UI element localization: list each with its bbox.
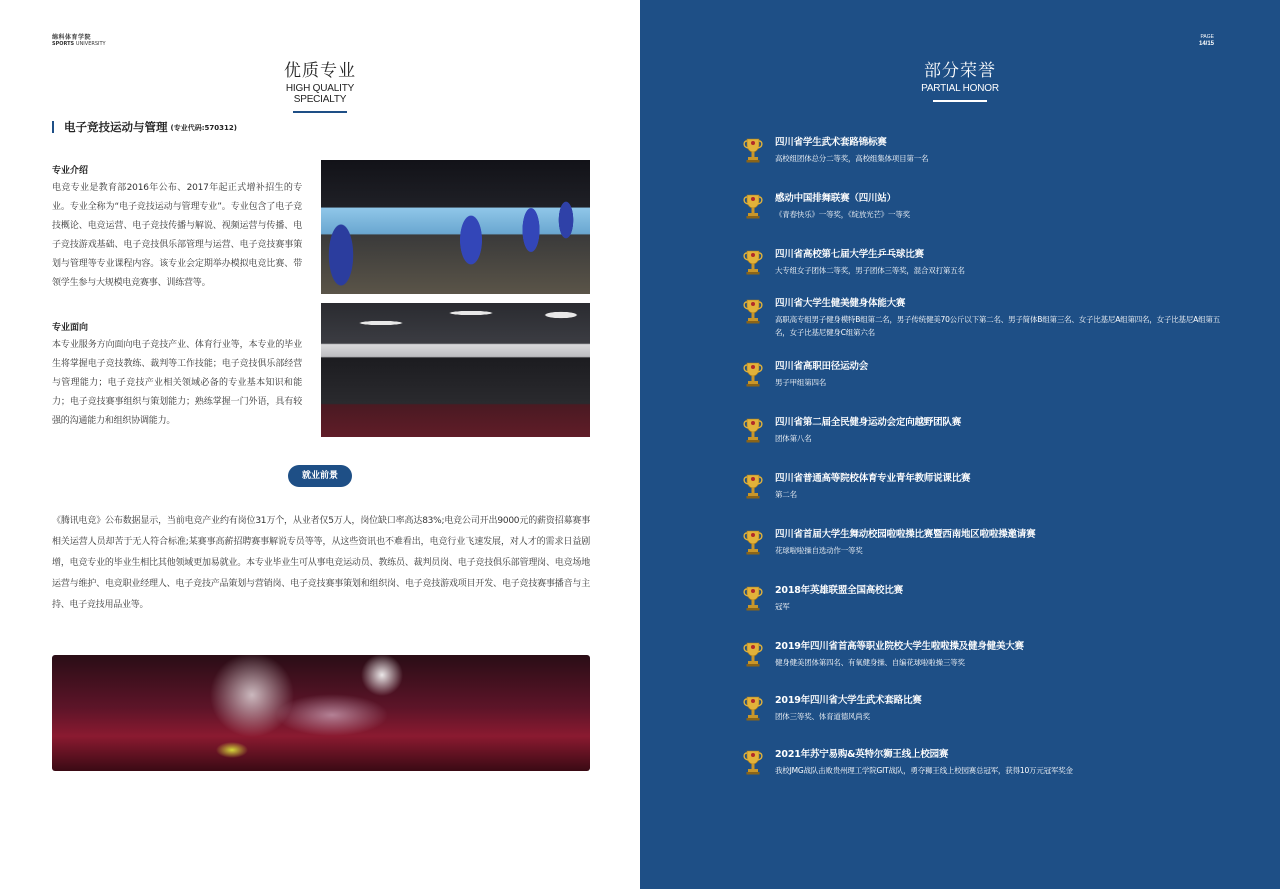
honor-item xyxy=(742,416,1222,445)
page-label: PAGE xyxy=(1200,34,1214,40)
school-logo xyxy=(52,35,106,47)
honor-text xyxy=(775,528,1222,557)
honor-text xyxy=(775,748,1222,777)
honor-title: 2019年四川省首高等职业院校大学生啦啦操及健身健美大赛 xyxy=(775,641,1024,652)
trophy-icon xyxy=(742,360,764,388)
title-underline xyxy=(933,100,987,102)
honor-desc: 我校JMG战队击败贵州理工学院GIT战队，勇夺狮王线上校园赛总冠军，获得10万元冠军奖金 xyxy=(775,766,1073,775)
page-number: 14/15 xyxy=(1198,40,1214,47)
honor-title: 2021年苏宁易购&英特尔狮王线上校园赛 xyxy=(775,749,949,760)
trophy-icon xyxy=(742,416,764,444)
honor-text xyxy=(775,192,1222,221)
honor-item xyxy=(742,528,1222,557)
honor-title: 四川省高职田径运动会 xyxy=(775,361,869,372)
honor-item xyxy=(742,748,1222,777)
section-title-cn: 部分荣誉 xyxy=(924,61,996,81)
trophy-icon xyxy=(742,694,764,722)
trophy-icon xyxy=(742,528,764,556)
trophy-icon xyxy=(742,640,764,668)
honor-desc: 《青春快乐》一等奖，《绽放光芒》一等奖 xyxy=(775,210,910,219)
heading-accent-bar xyxy=(52,121,54,133)
honor-desc: 大专组女子团体二等奖，男子团体三等奖，混合双打第五名 xyxy=(775,266,965,275)
honor-desc: 冠军 xyxy=(775,602,790,611)
honor-title: 感动中国排舞联赛（四川站） xyxy=(775,193,896,204)
stage-confetti-photo xyxy=(52,655,590,771)
honor-title: 四川省首届大学生舞动校园啦啦操比赛暨西南地区啦啦操邀请赛 xyxy=(775,529,1036,540)
major-name: 电子竞技运动与管理 xyxy=(64,120,168,134)
honor-text xyxy=(775,694,1222,723)
honor-item xyxy=(742,136,1222,165)
major-heading xyxy=(52,119,237,135)
honor-text xyxy=(775,136,1222,165)
honor-desc: 团体三等奖、体育道德风尚奖 xyxy=(775,712,870,721)
facing-heading: 专业面向 xyxy=(52,323,89,333)
honor-title: 2018年英雄联盟全国高校比赛 xyxy=(775,585,903,596)
honor-item xyxy=(742,694,1222,723)
honor-text xyxy=(775,297,1222,339)
honor-desc: 健身健美团体第四名、有氧健身操、自编花球啦啦操三等奖 xyxy=(775,658,965,667)
trophy-icon xyxy=(742,136,764,164)
trophy-icon xyxy=(742,248,764,276)
intro-heading: 专业介绍 xyxy=(52,166,89,176)
trophy-icon xyxy=(742,584,764,612)
honor-text xyxy=(775,640,1222,669)
honor-title: 四川省高校第七届大学生乒乓球比赛 xyxy=(775,249,924,260)
honor-item xyxy=(742,472,1222,501)
trophy-icon xyxy=(742,472,764,500)
honor-desc: 高职高专组男子健身模特B组第二名，男子传统健美70公斤以下第二名、男子简体B组第三名、女子比基尼A组第四名，女子比基尼A组第五名，女子比基尼健身C组第六名 xyxy=(775,315,1220,337)
trophy-icon xyxy=(742,748,764,776)
logo-en-light: UNIVERSITY xyxy=(75,41,106,47)
training-room-photo xyxy=(321,160,590,294)
section-title-en: HIGH QUALITY SPECIALTY xyxy=(285,83,355,105)
section-title-honor xyxy=(900,56,1020,102)
honor-item xyxy=(742,640,1222,669)
honor-desc: 团体第八名 xyxy=(775,434,812,443)
honor-desc: 第二名 xyxy=(775,490,797,499)
honor-title: 2019年四川省大学生武术套路比赛 xyxy=(775,695,922,706)
major-code: (专业代码:570312) xyxy=(170,124,237,132)
honor-title: 四川省第二届全民健身运动会定向越野团队赛 xyxy=(775,417,962,428)
arena-photo xyxy=(321,303,590,437)
job-prospects-button[interactable]: 就业前景 xyxy=(288,465,352,487)
honor-title: 四川省学生武术套路锦标赛 xyxy=(775,137,887,148)
logo-en-bold: SPORTS xyxy=(52,41,75,47)
honor-text xyxy=(775,584,1222,613)
honor-text xyxy=(775,472,1222,501)
honor-text xyxy=(775,248,1222,277)
honor-item xyxy=(742,584,1222,613)
job-prospects-text: 《腾讯电竞》公布数据显示，当前电竞产业约有岗位31万个，从业者仅5万人，岗位缺口率高达83%;电竞公司开出9000元的薪资招募赛事相关运营人员却苦于无人符合标准;某赛事高薪招聘赛事解说专员等等，从这些资讯也不难看出，电竞行业飞速发展，对人才的需求日益剧增，电竞专业的毕业生相比其他领域更加易就业。本专业毕业生可从事电竞运动员、教练员、裁判员岗、电子竞技俱乐部管理岗、电竞场地运营与维护、电竞职业经理人、电子竞技产品策划与营销岗、电子竞技赛事策划和组织岗、电子竞技游戏项目开发、电子竞技赛事播音与主持、电子竞技用品业等。 xyxy=(52,516,590,610)
honor-item xyxy=(742,248,1222,277)
trophy-icon xyxy=(742,192,764,220)
page-indicator xyxy=(1199,34,1214,48)
honor-item xyxy=(742,192,1222,221)
honor-title: 四川省大学生健美健身体能大赛 xyxy=(775,298,906,309)
facing-text: 本专业服务方向面向电子竞技产业、体育行业等，本专业的毕业生将掌握电子竞技教练、裁判等工作技能；电子竞技俱乐部经营与管理能力；电子竞技产业相关领域必备的专业基本知识和能力；电子竞技赛事组织与策划能力；熟练掌握一门外语，具有较强的沟通能力和组织协调能力。 xyxy=(52,340,302,426)
facing-block xyxy=(52,320,302,431)
section-title-specialty xyxy=(260,56,380,113)
honor-text xyxy=(775,416,1222,445)
honor-item xyxy=(742,360,1222,389)
logo-cn: 绵科体育学院 xyxy=(52,34,92,41)
trophy-icon xyxy=(742,297,764,325)
honor-title: 四川省普通高等院校体育专业青年教师说课比赛 xyxy=(775,473,971,484)
honor-text xyxy=(775,360,1222,389)
logo-en xyxy=(52,42,106,47)
intro-text: 电竞专业是教育部2016年公布、2017年起正式增补招生的专业。专业全称为“电子竞技运动与管理专业”。专业包含了电子竞技概论、电竞运营、电子竞技传播与解说、视频运营与传播、电子竞技游戏基础、电子竞技俱乐部管理与运营、电子竞技赛事策划与管理等专业课程内容。该专业会定期举办模拟电竞比赛、带领学生参与大规模电竞赛事、训练营等。 xyxy=(52,183,302,288)
honor-desc: 花球啦啦操自选动作一等奖 xyxy=(775,546,863,555)
section-title-cn: 优质专业 xyxy=(284,61,356,81)
honor-item xyxy=(742,297,1222,339)
honor-desc: 男子甲组第四名 xyxy=(775,378,827,387)
honor-desc: 高校组团体总分二等奖，高校组集体项目第一名 xyxy=(775,154,929,163)
section-title-en: PARTIAL HONOR xyxy=(921,83,999,94)
title-underline xyxy=(293,111,347,113)
intro-block xyxy=(52,163,302,293)
